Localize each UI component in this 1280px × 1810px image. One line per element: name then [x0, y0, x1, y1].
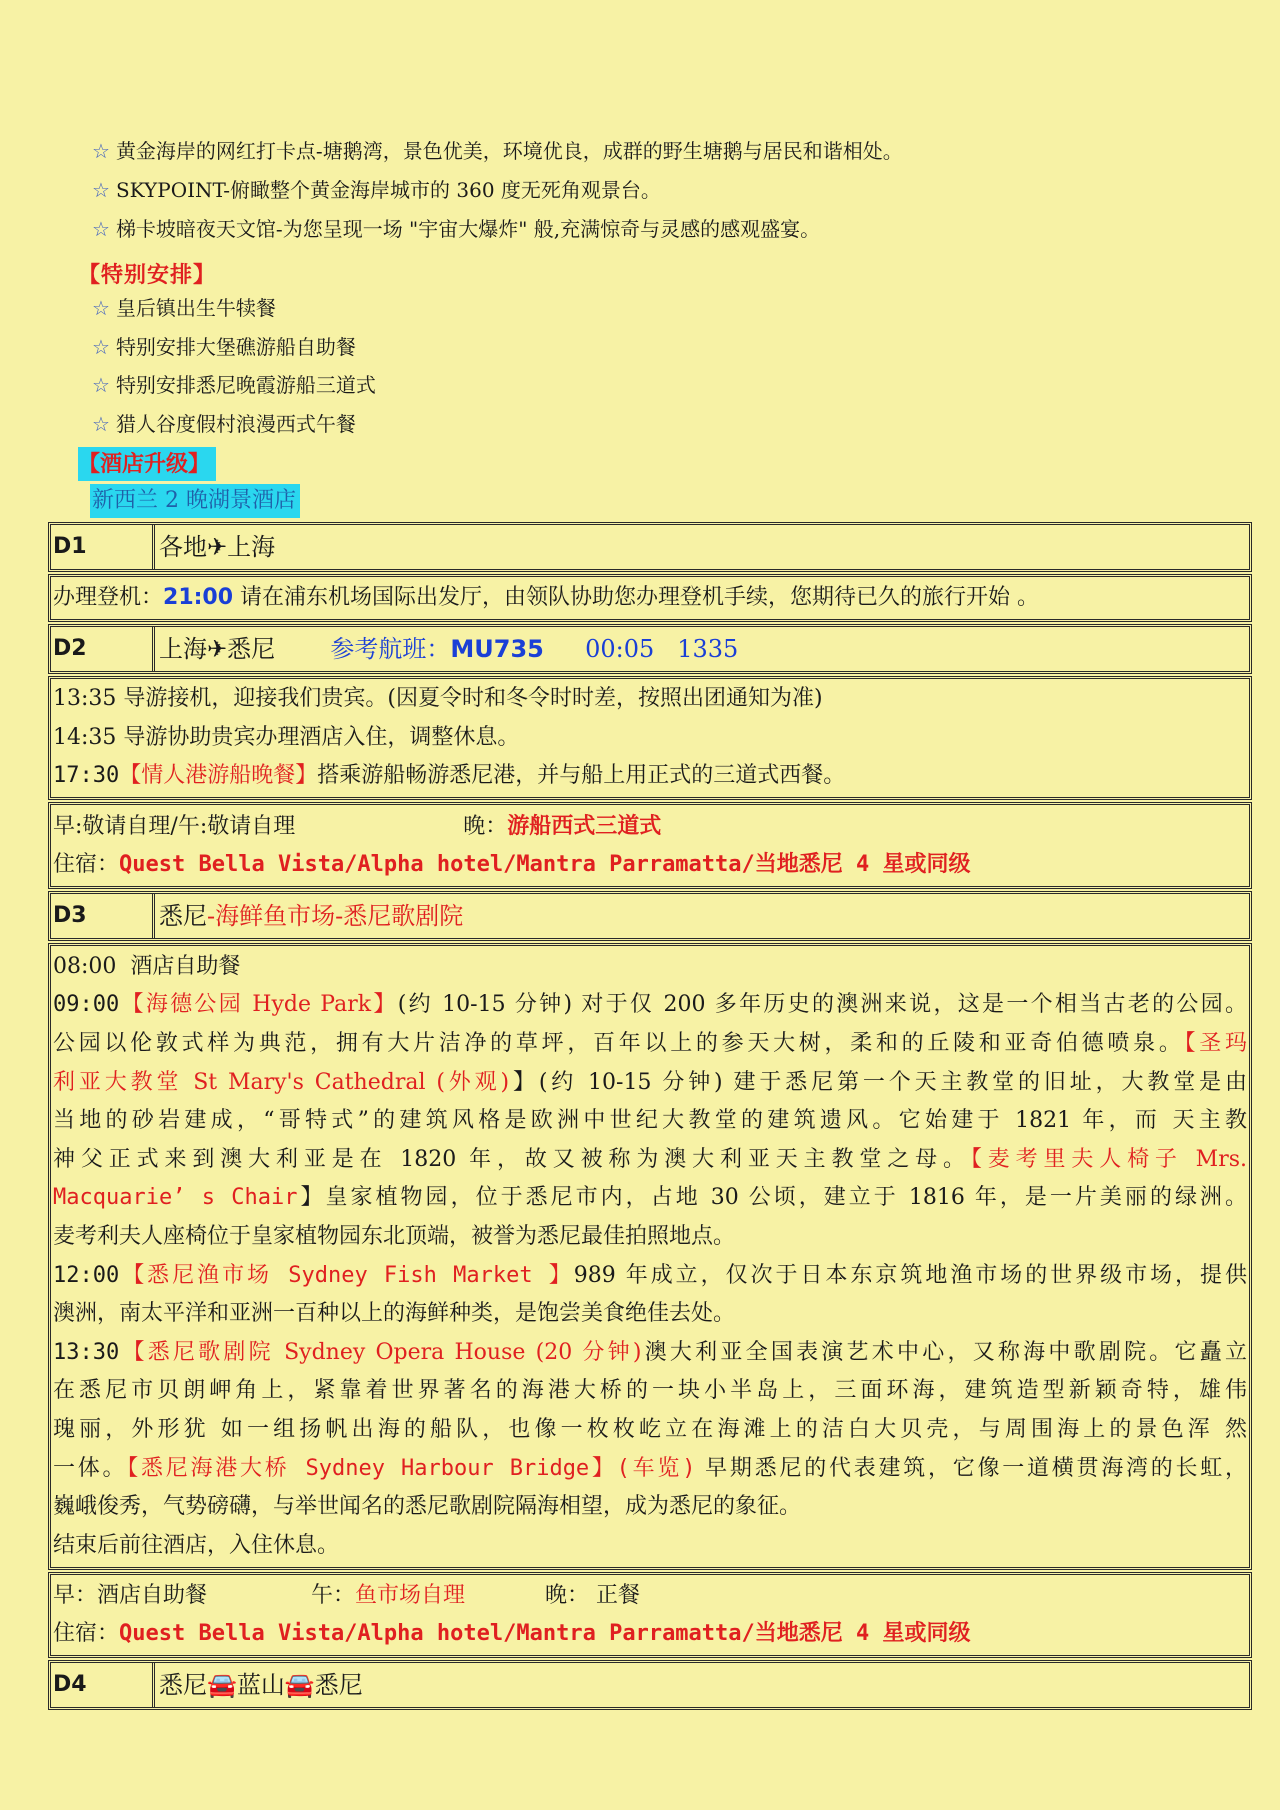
highlight-attraction: 【悉尼歌剧院 Sydney Opera House (20 分钟) [119, 1339, 642, 1365]
stay-hotel: Quest Bella Vista/Alpha hotel/Mantra Parramatta/当地悉尼 4 星或同级 [119, 851, 971, 877]
day-body-d1 [48, 574, 1252, 622]
schedule-line: 瑰丽，外形犹 如一组扬帆出海的船队，也像一枚枚屹立在海滩上的洁白大贝壳，与周围海上的景色浑 然 [53, 1416, 1247, 1442]
time-text: 09:00 [53, 992, 120, 1018]
day-body-d3 [48, 943, 1252, 1571]
description-text: 公园以伦敦式样为典范，拥有大片洁净的草坪，百年以上的参天大树，柔和的丘陵和亚奇伯德喷泉。 [53, 1030, 1185, 1056]
stay-label: 住宿： [53, 1621, 120, 1647]
highlight-item [92, 177, 661, 203]
star-icon: ☆ [92, 412, 110, 436]
schedule-line [51, 986, 1249, 1025]
route-text: 上海✈悉尼 [159, 635, 276, 663]
special-item [92, 334, 356, 360]
schedule-line: 澳洲，南太平洋和亚洲一百种以上的海鲜种类，是饱尝美食绝佳去处。 [53, 1301, 736, 1327]
meal-lunch: 鱼市场自理 [355, 1583, 466, 1609]
special-text: 皇后镇出生牛犊餐 [115, 296, 276, 320]
description-text: (约 10-15 分钟) 对于仅 200 多年历史的澳洲来说，这是一个相当古老的公园。 [397, 992, 1247, 1018]
highlight-attraction: 【悉尼海港大桥 Sydney Harbour Bridge】(车览) [127, 1455, 696, 1481]
highlight-item [92, 216, 820, 242]
description-text: 】皇家植物园，位于悉尼市内，占地 30 公顷，建立于 1816 年，是一片美丽的绿洲。 [297, 1185, 1247, 1211]
description-text: 早期悉尼的代表建筑，它像一道横贯海湾的长虹， [695, 1455, 1247, 1481]
stay-line [51, 846, 1249, 884]
itinerary-table [48, 522, 1252, 1712]
star-icon: ☆ [92, 296, 110, 320]
hotel-upgrade-item: 新西兰 2 晚湖景酒店 [90, 484, 300, 518]
meal-line [51, 1577, 1249, 1615]
description-text: 澳大利亚全国表演艺术中心，又称海中歌剧院。它矗立 [641, 1339, 1247, 1365]
highlight-attraction: 【麦考里夫人椅子 Mrs. [970, 1146, 1247, 1172]
stay-label: 住宿： [53, 851, 120, 877]
schedule-line: 巍峨俊秀，气势磅礴，与举世闻名的悉尼歌剧院隔海相望，成为悉尼的象征。 [53, 1494, 802, 1520]
checkin-line [51, 577, 1249, 619]
meal-line [51, 807, 1249, 846]
meal-breakfast: 早：酒店自助餐 [53, 1583, 208, 1609]
day-header-d1 [48, 522, 1252, 572]
special-item [92, 411, 356, 437]
special-item [92, 372, 376, 398]
flight-times: 00:05 1335 [585, 635, 739, 663]
description-text: 神父正式来到澳大利亚是在 1820 年，故又被称为澳大利亚天主教堂之母。 [53, 1146, 971, 1172]
schedule-line [51, 1334, 1249, 1373]
time-text: 13:30 [53, 1339, 120, 1365]
description-text: 搭乘游船畅游悉尼港，并与船上用正式的三道式西餐。 [317, 763, 846, 789]
time-text: 12:00 [53, 1262, 120, 1288]
route-rest: -海鲜鱼市场-悉尼歌剧院 [207, 901, 464, 930]
meal-breakfast-lunch: 早:敬请自理/午:敬请自理 [53, 813, 296, 839]
highlight-attraction: Macquarie’ s Chair [53, 1185, 298, 1211]
schedule-line: 当地的砂岩建成，“哥特式”的建筑风格是欧洲中世纪大教堂的建筑遗风。它始建于 1821 年，而 天主教 [53, 1108, 1247, 1134]
description-text: 989 年成立，仅次于日本东京筑地渔市场的世界级市场，提供 [573, 1262, 1247, 1288]
meals-d2 [48, 802, 1252, 889]
flight-number: MU735 [450, 635, 544, 663]
star-icon: ☆ [92, 335, 110, 359]
description-text: 一体。 [53, 1455, 128, 1481]
schedule-line [51, 1179, 1249, 1218]
stay-hotel: Quest Bella Vista/Alpha hotel/Mantra Parramatta/当地悉尼 4 星或同级 [119, 1621, 971, 1647]
day-header-d4 [48, 1660, 1252, 1710]
day-label: D4 [51, 1663, 155, 1707]
special-label: 【特别安排】 [78, 262, 217, 288]
star-icon: ☆ [92, 139, 110, 163]
checkin-label: 办理登机： [53, 585, 164, 610]
day-title: 悉尼🚘蓝山🚘悉尼 [159, 1671, 363, 1700]
schedule-line: 在悉尼市贝朗岬角上，紧靠着世界著名的海港大桥的一块小半岛上，三面环海，建筑造型新颖奇特，雄伟 [53, 1378, 1247, 1404]
route-start: 悉尼 [159, 901, 207, 930]
checkin-text: 请在浦东机场国际出发厅，由领队协助您办理登机手续，您期待已久的旅行开始 。 [233, 585, 1040, 610]
meal-dinner: 游船西式三道式 [507, 812, 662, 839]
day-header-d3 [48, 891, 1252, 941]
meals-d3 [48, 1572, 1252, 1658]
schedule-line [51, 1141, 1249, 1180]
day-label: D3 [51, 894, 155, 938]
stay-line [51, 1615, 1249, 1653]
highlight-attraction: 【情人港游船晚餐】 [119, 763, 318, 789]
checkin-time: 21:00 [163, 585, 234, 610]
description-text: 】(约 10-15 分钟) 建于悉尼第一个天主教堂的旧址，大教堂是由 [509, 1069, 1247, 1095]
day-title [155, 894, 463, 938]
schedule-line: 08:00 酒店自助餐 [53, 953, 241, 979]
schedule-line [51, 1450, 1249, 1489]
meal-dinner-label: 晚： [463, 813, 508, 839]
star-icon: ☆ [92, 217, 110, 241]
schedule-line: 麦考利夫人座椅位于皇家植物园东北顶端，被誉为悉尼最佳拍照地点。 [53, 1223, 736, 1249]
highlight-text: 梯卡坡暗夜天文馆-为您呈现一场 "宇宙大爆炸" 般,充满惊奇与灵感的感观盛宴。 [115, 217, 821, 241]
day-title: 各地✈上海 [159, 533, 276, 561]
schedule-line: 14:35 导游协助贵宾办理酒店入住，调整休息。 [53, 724, 520, 750]
special-text: 特别安排大堡礁游船自助餐 [115, 335, 356, 359]
star-icon: ☆ [92, 373, 110, 397]
highlight-attraction: 利亚大教堂 St Mary's Cathedral (外观) [53, 1069, 510, 1095]
schedule-line [51, 1025, 1249, 1064]
time-text: 17:30 [53, 763, 120, 789]
day-title [155, 627, 738, 671]
special-text: 猎人谷度假村浪漫西式午餐 [115, 412, 356, 436]
meal-dinner: 晚： 正餐 [545, 1583, 641, 1609]
highlight-attraction: 【悉尼渔市场 Sydney Fish Market 】 [119, 1262, 574, 1288]
highlight-text: 黄金海岸的网红打卡点-塘鹅湾，景色优美，环境优良，成群的野生塘鹅与居民和谐相处。 [115, 139, 903, 163]
special-item [92, 295, 276, 321]
flight-label: 参考航班： [330, 635, 451, 663]
highlight-attraction: 【圣玛 [1184, 1030, 1247, 1056]
schedule-line: 结束后前往酒店，入住休息。 [53, 1532, 340, 1558]
hotel-upgrade-label: 【酒店升级】 [78, 447, 216, 481]
day-label: D1 [51, 525, 155, 569]
highlight-item [92, 138, 903, 164]
schedule-line [51, 1257, 1249, 1296]
highlight-text: SKYPOINT-俯瞰整个黄金海岸城市的 360 度无死角观景台。 [115, 178, 661, 202]
star-icon: ☆ [92, 178, 110, 202]
day-body-d2 [48, 676, 1252, 800]
day-header-d2 [48, 624, 1252, 674]
day-label: D2 [51, 627, 155, 671]
special-text: 特别安排悉尼晚霞游船三道式 [115, 373, 376, 397]
schedule-line [51, 757, 1249, 796]
schedule-line [51, 1064, 1249, 1103]
schedule-line: 13:35 导游接机，迎接我们贵宾。(因夏令时和冬令时时差，按照出团通知为准) [53, 686, 823, 711]
highlight-attraction: 【海德公园 Hyde Park】 [119, 992, 398, 1018]
meal-lunch-label: 午： [311, 1583, 356, 1609]
